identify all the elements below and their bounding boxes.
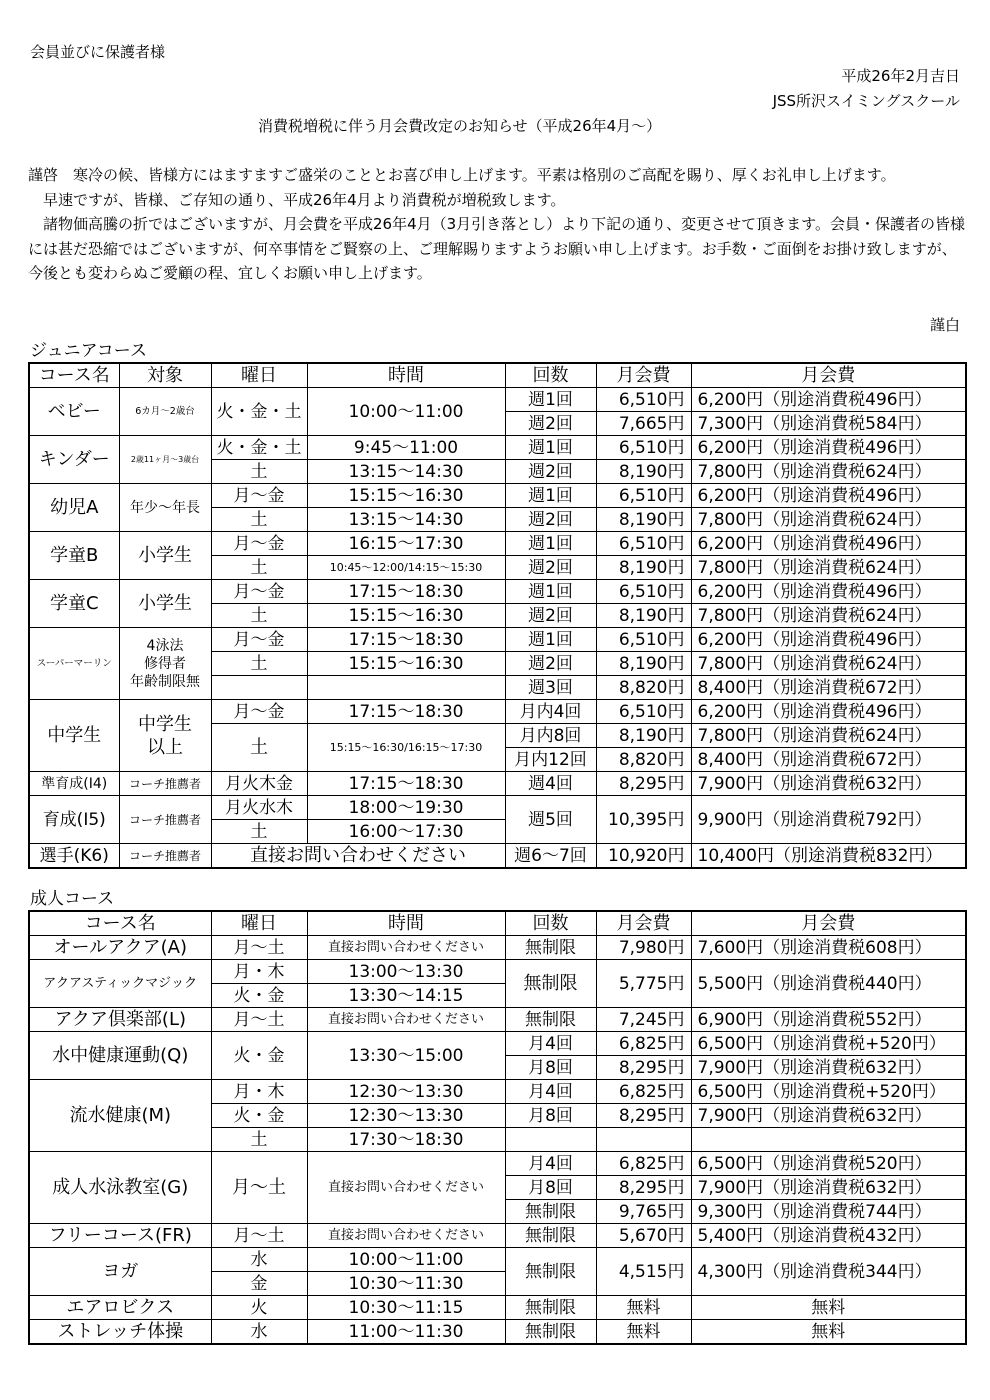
column-header: 回数 — [505, 363, 596, 388]
fee-incl: 無料 — [596, 1296, 691, 1320]
column-header: 対象 — [119, 363, 211, 388]
table-row — [29, 1296, 966, 1320]
table-header-row — [29, 363, 966, 388]
fee-excl: 6,200円（別途消費税496円） — [691, 388, 966, 412]
fee-incl: 10,395円 — [596, 796, 691, 844]
fee-incl: 7,980円 — [596, 936, 691, 960]
count: 週2回 — [505, 556, 596, 580]
course-days: 火・金 — [211, 984, 307, 1008]
body-paragraph: 早速ですが、皆様、ご存知の通り、平成26年4月より消費税が増税致します。 — [43, 190, 566, 209]
fee-incl: 10,920円 — [596, 844, 691, 869]
fee-incl: 8,190円 — [596, 604, 691, 628]
course-days: 月火水木 — [211, 796, 307, 820]
fee-incl: 6,510円 — [596, 580, 691, 604]
course-target: 2歳11ヶ月〜3歳台 — [119, 436, 211, 484]
column-header: 月会費 — [691, 363, 966, 388]
fee-excl: 7,800円（別途消費税624円） — [691, 556, 966, 580]
course-time: 12:30〜13:30 — [307, 1104, 505, 1128]
count: 無制限 — [505, 1008, 596, 1032]
course-days: 水 — [211, 1248, 307, 1272]
fee-excl: 5,500円（別途消費税440円） — [691, 960, 966, 1008]
fee-excl: 7,900円（別途消費税632円） — [691, 1104, 966, 1128]
course-time: 12:30〜13:30 — [307, 1080, 505, 1104]
fee-excl: 6,900円（別途消費税552円） — [691, 1008, 966, 1032]
fee-excl: 7,300円（別途消費税584円） — [691, 412, 966, 436]
count: 月4回 — [505, 1080, 596, 1104]
fee-excl: 6,200円（別途消費税496円） — [691, 532, 966, 556]
count: 月8回 — [505, 1104, 596, 1128]
course-name: 学童C — [29, 580, 119, 628]
table-row — [29, 1224, 966, 1248]
fee-excl: 無料 — [691, 1320, 966, 1345]
course-time: 17:30〜18:30 — [307, 1128, 505, 1152]
count: 週6〜7回 — [505, 844, 596, 869]
count: 週5回 — [505, 796, 596, 844]
table-row — [29, 772, 966, 796]
adult-section-title: 成人コース — [30, 889, 115, 909]
count: 月4回 — [505, 1152, 596, 1176]
fee-excl: 5,400円（別途消費税432円） — [691, 1224, 966, 1248]
table-row — [29, 700, 966, 724]
course-days: 月〜金 — [211, 484, 307, 508]
course-days: 火・金 — [211, 1104, 307, 1128]
course-target — [119, 700, 211, 772]
course-time: 直接お問い合わせください — [307, 1224, 505, 1248]
fee-incl: 7,665円 — [596, 412, 691, 436]
fee-incl: 無料 — [596, 1320, 691, 1345]
course-name: 育成(I5) — [29, 796, 119, 844]
course-name: 幼児A — [29, 484, 119, 532]
fee-incl: 8,295円 — [596, 1104, 691, 1128]
table-row — [29, 580, 966, 604]
table-row — [29, 388, 966, 412]
course-name: 流水健康(M) — [29, 1080, 211, 1152]
count: 週3回 — [505, 676, 596, 700]
table-row — [29, 936, 966, 960]
fee-excl: 6,500円（別途消費税+520円） — [691, 1032, 966, 1056]
fee-incl: 4,515円 — [596, 1248, 691, 1296]
course-name: ストレッチ体操 — [29, 1320, 211, 1345]
target-line: 年齢制限無 — [130, 673, 200, 690]
fee-incl: 6,510円 — [596, 700, 691, 724]
fee-excl: 8,400円（別途消費税672円） — [691, 676, 966, 700]
table-row — [29, 1152, 966, 1176]
course-days: 月火木金 — [211, 772, 307, 796]
course-target: コーチ推薦者 — [119, 844, 211, 869]
course-name: 準育成(I4) — [29, 772, 119, 796]
course-days: 土 — [211, 1128, 307, 1152]
course-days: 土 — [211, 604, 307, 628]
count — [505, 1128, 596, 1152]
fee-excl: 6,200円（別途消費税496円） — [691, 436, 966, 460]
fee-incl: 6,510円 — [596, 532, 691, 556]
fee-incl: 5,775円 — [596, 960, 691, 1008]
column-header: 月会費 — [596, 363, 691, 388]
count: 無制限 — [505, 1248, 596, 1296]
course-name: 水中健康運動(Q) — [29, 1032, 211, 1080]
course-days: 月〜土 — [211, 1224, 307, 1248]
course-time: 15:15〜16:30 — [307, 484, 505, 508]
course-name: 成人水泳教室(G) — [29, 1152, 211, 1224]
notice-body — [28, 163, 968, 286]
fee-excl — [691, 1128, 966, 1152]
course-time: 13:30〜15:00 — [307, 1032, 505, 1080]
course-time — [307, 676, 505, 700]
course-days: 火・金 — [211, 1032, 307, 1080]
fee-incl: 6,825円 — [596, 1032, 691, 1056]
fee-incl: 6,825円 — [596, 1152, 691, 1176]
course-time: 13:15〜14:30 — [307, 508, 505, 532]
fee-excl: 4,300円（別途消費税344円） — [691, 1248, 966, 1296]
course-time: 13:15〜14:30 — [307, 460, 505, 484]
adult-fee-table — [28, 910, 967, 1345]
column-header: 時間 — [307, 911, 505, 936]
fee-incl: 8,295円 — [596, 1176, 691, 1200]
table-row — [29, 436, 966, 460]
count: 無制限 — [505, 936, 596, 960]
course-time: 17:15〜18:30 — [307, 700, 505, 724]
course-time: 10:00〜11:00 — [307, 388, 505, 436]
column-header: 時間 — [307, 363, 505, 388]
fee-excl: 6,200円（別途消費税496円） — [691, 484, 966, 508]
course-name: ベビー — [29, 388, 119, 436]
course-days: 土 — [211, 460, 307, 484]
issue-date: 平成26年2月吉日 — [841, 67, 960, 85]
count: 月4回 — [505, 1032, 596, 1056]
table-row — [29, 1080, 966, 1104]
course-name: 中学生 — [29, 700, 119, 772]
course-days: 月〜金 — [211, 628, 307, 652]
fee-incl: 5,670円 — [596, 1224, 691, 1248]
fee-incl: 8,820円 — [596, 676, 691, 700]
fee-excl: 7,800円（別途消費税624円） — [691, 652, 966, 676]
count: 週2回 — [505, 460, 596, 484]
course-time: 15:15〜16:30 — [307, 652, 505, 676]
course-name: エアロビクス — [29, 1296, 211, 1320]
fee-excl: 8,400円（別途消費税672円） — [691, 748, 966, 772]
course-target — [119, 628, 211, 700]
body-paragraph: 諸物価高騰の折ではございますが、月会費を平成26年4月（3月引き落とし）より下記の通り、変更させて頂きます。会員・保護者の皆様には甚だ恐縮ではございますが、何卒事情をご賢察の上、ご理解賜りますようお願い申し上げます。お手数・ご面倒をお掛け致しますが、今後とも変わらぬご愛顧の程、宜しくお願い申し上げます。 — [28, 215, 965, 282]
course-time: 10:45〜12:00/14:15〜15:30 — [307, 556, 505, 580]
fee-excl: 7,800円（別途消費税624円） — [691, 460, 966, 484]
fee-excl: 7,800円（別途消費税624円） — [691, 604, 966, 628]
course-days: 土 — [211, 820, 307, 844]
course-days: 月・木 — [211, 960, 307, 984]
count: 無制限 — [505, 1224, 596, 1248]
fee-incl: 6,510円 — [596, 628, 691, 652]
course-time: 13:00〜13:30 — [307, 960, 505, 984]
course-name: 学童B — [29, 532, 119, 580]
course-target: コーチ推薦者 — [119, 772, 211, 796]
course-days: 月〜金 — [211, 580, 307, 604]
table-row — [29, 484, 966, 508]
course-time: 15:15〜16:30/16:15〜17:30 — [307, 724, 505, 772]
target-line: 4泳法 — [146, 637, 184, 654]
course-time: 18:00〜19:30 — [307, 796, 505, 820]
course-days: 土 — [211, 724, 307, 772]
course-time: 9:45〜11:00 — [307, 436, 505, 460]
course-days: 土 — [211, 556, 307, 580]
table-row — [29, 960, 966, 984]
column-header: 回数 — [505, 911, 596, 936]
recipient: 会員並びに保護者様 — [30, 43, 166, 61]
fee-incl: 8,190円 — [596, 724, 691, 748]
count: 週1回 — [505, 484, 596, 508]
course-time: 13:30〜14:15 — [307, 984, 505, 1008]
count: 週1回 — [505, 628, 596, 652]
contact-note: 直接お問い合わせください — [211, 844, 505, 869]
body-paragraph: 謹啓 寒冷の候、皆様方にはますますご盛栄のこととお喜び申し上げます。平素は格別のご高配を賜り、厚くお礼申し上げます。 — [28, 166, 896, 184]
fee-excl: 7,800円（別途消費税624円） — [691, 724, 966, 748]
count: 週2回 — [505, 652, 596, 676]
course-days: 月〜金 — [211, 700, 307, 724]
course-target: 6カ月〜2歳台 — [119, 388, 211, 436]
course-days: 水 — [211, 1320, 307, 1345]
course-days: 金 — [211, 1272, 307, 1296]
count: 週2回 — [505, 508, 596, 532]
column-header: 曜日 — [211, 911, 307, 936]
course-name: 選手(K6) — [29, 844, 119, 869]
course-target: 小学生 — [119, 532, 211, 580]
course-time: 16:00〜17:30 — [307, 820, 505, 844]
target-line: 以上 — [147, 736, 183, 758]
count: 無制限 — [505, 1320, 596, 1345]
course-time: 17:15〜18:30 — [307, 628, 505, 652]
fee-incl: 9,765円 — [596, 1200, 691, 1224]
fee-excl: 7,900円（別途消費税632円） — [691, 772, 966, 796]
fee-incl: 8,190円 — [596, 652, 691, 676]
fee-excl: 6,500円（別途消費税520円） — [691, 1152, 966, 1176]
count: 週1回 — [505, 532, 596, 556]
course-time: 直接お問い合わせください — [307, 936, 505, 960]
table-row — [29, 1008, 966, 1032]
course-name: フリーコース(FR) — [29, 1224, 211, 1248]
junior-section-title: ジュニアコース — [30, 341, 147, 361]
count: 無制限 — [505, 960, 596, 1008]
table-row — [29, 844, 966, 869]
course-days — [211, 676, 307, 700]
count: 月内12回 — [505, 748, 596, 772]
fee-excl: 7,600円（別途消費税608円） — [691, 936, 966, 960]
fee-incl: 8,295円 — [596, 772, 691, 796]
fee-incl — [596, 1128, 691, 1152]
course-name: スーパーマーリン — [29, 628, 119, 700]
course-days: 土 — [211, 652, 307, 676]
table-row — [29, 628, 966, 652]
table-header-row — [29, 911, 966, 936]
column-header: 月会費 — [596, 911, 691, 936]
fee-excl: 6,200円（別途消費税496円） — [691, 700, 966, 724]
column-header: 月会費 — [691, 911, 966, 936]
count: 週4回 — [505, 772, 596, 796]
course-name: アクア倶楽部(L) — [29, 1008, 211, 1032]
course-time: 直接お問い合わせください — [307, 1008, 505, 1032]
fee-incl: 8,190円 — [596, 460, 691, 484]
target-line: 中学生 — [138, 713, 192, 735]
closing: 謹白 — [929, 316, 960, 334]
table-row — [29, 796, 966, 820]
course-target: コーチ推薦者 — [119, 796, 211, 844]
fee-excl: 7,900円（別途消費税632円） — [691, 1176, 966, 1200]
fee-excl: 9,300円（別途消費税744円） — [691, 1200, 966, 1224]
count: 週1回 — [505, 580, 596, 604]
fee-excl: 6,500円（別途消費税+520円） — [691, 1080, 966, 1104]
fee-excl: 6,200円（別途消費税496円） — [691, 628, 966, 652]
target-line: 修得者 — [144, 655, 186, 672]
course-name: キンダー — [29, 436, 119, 484]
course-days: 土 — [211, 508, 307, 532]
junior-fee-table — [28, 362, 967, 869]
column-header: コース名 — [29, 363, 119, 388]
fee-incl: 6,510円 — [596, 388, 691, 412]
sender-name: JSS所沢スイミングスクール — [772, 92, 960, 110]
fee-excl: 7,800円（別途消費税624円） — [691, 508, 966, 532]
course-target: 年少〜年長 — [119, 484, 211, 532]
count: 月8回 — [505, 1176, 596, 1200]
count: 週2回 — [505, 412, 596, 436]
course-days: 月〜土 — [211, 936, 307, 960]
fee-incl: 6,510円 — [596, 436, 691, 460]
fee-incl: 8,190円 — [596, 508, 691, 532]
fee-incl: 6,825円 — [596, 1080, 691, 1104]
course-name: アクアスティックマジック — [29, 960, 211, 1008]
course-time: 10:30〜11:30 — [307, 1272, 505, 1296]
course-time: 10:00〜11:00 — [307, 1248, 505, 1272]
table-row — [29, 1032, 966, 1056]
course-name: ヨガ — [29, 1248, 211, 1296]
fee-incl: 8,820円 — [596, 748, 691, 772]
count: 月8回 — [505, 1056, 596, 1080]
course-days: 火・金・土 — [211, 388, 307, 436]
count: 週2回 — [505, 604, 596, 628]
fee-incl: 7,245円 — [596, 1008, 691, 1032]
course-days: 月・木 — [211, 1080, 307, 1104]
course-time: 11:00〜11:30 — [307, 1320, 505, 1345]
course-time: 10:30〜11:15 — [307, 1296, 505, 1320]
fee-incl: 8,190円 — [596, 556, 691, 580]
table-row — [29, 1248, 966, 1272]
notice-title: 消費税増税に伴う月会費改定のお知らせ（平成26年4月〜） — [258, 117, 662, 135]
fee-excl: 6,200円（別途消費税496円） — [691, 580, 966, 604]
course-days: 火 — [211, 1296, 307, 1320]
course-target: 小学生 — [119, 580, 211, 628]
fee-excl: 無料 — [691, 1296, 966, 1320]
fee-excl: 9,900円（別途消費税792円） — [691, 796, 966, 844]
column-header: コース名 — [29, 911, 211, 936]
course-time: 17:15〜18:30 — [307, 580, 505, 604]
count: 週1回 — [505, 436, 596, 460]
course-name: オールアクア(A) — [29, 936, 211, 960]
fee-excl: 10,400円（別途消費税832円） — [691, 844, 966, 869]
course-days: 火・金・土 — [211, 436, 307, 460]
count: 無制限 — [505, 1296, 596, 1320]
course-time: 15:15〜16:30 — [307, 604, 505, 628]
fee-excl: 7,900円（別途消費税632円） — [691, 1056, 966, 1080]
course-time: 直接お問い合わせください — [307, 1152, 505, 1224]
course-time: 16:15〜17:30 — [307, 532, 505, 556]
count: 月内4回 — [505, 700, 596, 724]
course-time: 17:15〜18:30 — [307, 772, 505, 796]
course-days: 月〜土 — [211, 1152, 307, 1224]
fee-incl: 6,510円 — [596, 484, 691, 508]
column-header: 曜日 — [211, 363, 307, 388]
table-row — [29, 532, 966, 556]
count: 月内8回 — [505, 724, 596, 748]
count: 週1回 — [505, 388, 596, 412]
fee-incl: 8,295円 — [596, 1056, 691, 1080]
table-row — [29, 1320, 966, 1345]
count: 無制限 — [505, 1200, 596, 1224]
course-days: 月〜土 — [211, 1008, 307, 1032]
course-days: 月〜金 — [211, 532, 307, 556]
